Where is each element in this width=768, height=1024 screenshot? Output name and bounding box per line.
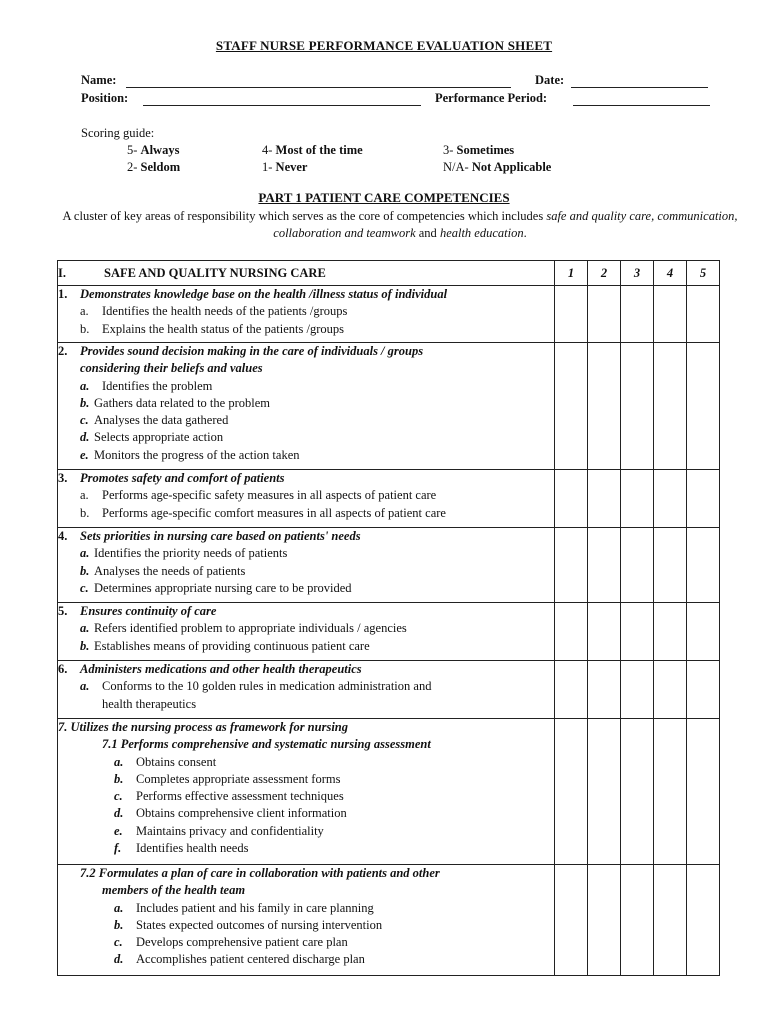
competency-4: 4. Sets priorities in nursing care based on patients' needs a. Identifies the priority needs of patients b. Analyses the needs of patients c. Determines appropriate nursing care to be provided — [58, 528, 555, 603]
score-cell[interactable] — [654, 470, 687, 528]
section-header: I. SAFE AND QUALITY NURSING CARE — [58, 261, 555, 286]
name-field[interactable] — [126, 87, 511, 88]
table-row — [58, 343, 720, 470]
score-na: N/A- Not Applicable — [443, 160, 552, 174]
score-cell[interactable] — [555, 470, 588, 528]
score-header-3: 3 — [621, 261, 654, 286]
score-cell[interactable] — [687, 865, 720, 976]
score-4: 4- Most of the time — [262, 143, 363, 157]
table-row — [58, 528, 720, 603]
competency-7-2: 7.2 Formulates a plan of care in collaboration with patients and other members of the health team a. Includes patient and his family in care planning b. States expected outcomes of nursing intervention c. Develops comprehensive patient care plan d. Accomplishes patient centered discharge plan — [58, 865, 555, 976]
score-cell[interactable] — [555, 661, 588, 719]
competency-3: 3. Promotes safety and comfort of patients a. Performs age-specific safety measures in all aspects of patient care b. Performs age-specific comfort measures in all aspects of patient care — [58, 470, 555, 528]
score-header-5: 5 — [687, 261, 720, 286]
score-cell[interactable] — [621, 865, 654, 976]
score-cell[interactable] — [588, 528, 621, 603]
score-cell[interactable] — [621, 603, 654, 661]
table-row — [58, 865, 720, 976]
score-cell[interactable] — [588, 603, 621, 661]
score-cell[interactable] — [654, 865, 687, 976]
score-header-2: 2 — [588, 261, 621, 286]
score-cell[interactable] — [621, 528, 654, 603]
score-cell[interactable] — [588, 343, 621, 470]
score-cell[interactable] — [687, 661, 720, 719]
score-cell[interactable] — [654, 719, 687, 865]
score-cell[interactable] — [654, 528, 687, 603]
score-cell[interactable] — [588, 286, 621, 343]
table-row — [58, 470, 720, 528]
score-cell[interactable] — [555, 603, 588, 661]
score-3: 3- Sometimes — [443, 143, 515, 157]
score-cell[interactable] — [621, 661, 654, 719]
competency-5: 5. Ensures continuity of care a. Refers identified problem to appropriate individuals / agencies b. Establishes means of providing continuous patient care — [58, 603, 555, 661]
score-cell[interactable] — [555, 343, 588, 470]
score-cell[interactable] — [555, 865, 588, 976]
score-cell[interactable] — [621, 470, 654, 528]
document-title: STAFF NURSE PERFORMANCE EVALUATION SHEET — [215, 38, 553, 53]
evaluation-table — [57, 260, 720, 976]
score-cell[interactable] — [687, 286, 720, 343]
score-cell[interactable] — [654, 603, 687, 661]
score-2: 2- Seldom — [127, 160, 181, 174]
score-1: 1- Never — [262, 160, 308, 174]
score-5: 5- Always — [127, 143, 180, 157]
name-label: Name: — [81, 73, 117, 87]
competency-6: 6. Administers medications and other health therapeutics a. Conforms to the 10 golden rules in medication administration and health therapeutics — [58, 661, 555, 719]
score-cell[interactable] — [588, 470, 621, 528]
score-cell[interactable] — [588, 661, 621, 719]
part-title: PART 1 PATIENT CARE COMPETENCIES — [258, 190, 510, 205]
table-header-row — [58, 261, 720, 286]
score-cell[interactable] — [621, 286, 654, 343]
score-cell[interactable] — [555, 286, 588, 343]
score-cell[interactable] — [588, 865, 621, 976]
score-cell[interactable] — [621, 343, 654, 470]
date-field[interactable] — [571, 87, 708, 88]
score-cell[interactable] — [687, 528, 720, 603]
performance-period-label: Performance Period: — [435, 91, 548, 105]
table-row — [58, 661, 720, 719]
score-cell[interactable] — [654, 343, 687, 470]
performance-period-field[interactable] — [573, 105, 710, 106]
score-cell[interactable] — [654, 661, 687, 719]
table-row — [58, 603, 720, 661]
competency-2: 2. Provides sound decision making in the care of individuals / groups considering their beliefs and values a. Identifies the problem b. Gathers data related to the problem c. Analyses the data gathered d. Selects appropriate action e. Monitors the progress of the action taken — [58, 343, 555, 470]
table-row — [58, 286, 720, 343]
score-cell[interactable] — [555, 719, 588, 865]
score-header-1: 1 — [555, 261, 588, 286]
part-intro: A cluster of key areas of responsibility which serves as the core of competencies which includes safe and quality care, communication, collaboration and teamwork and health education. — [62, 209, 738, 240]
score-cell[interactable] — [687, 343, 720, 470]
competency-7-1: 7. Utilizes the nursing process as framework for nursing 7.1 Performs comprehensive and systematic nursing assessment a. Obtains consent b. Completes appropriate assessment forms c. Performs effective assessment techniques d. Obtains comprehensive client information e. Maintains privacy and confidentiality f. Identifies health needs — [58, 719, 555, 865]
position-label: Position: — [81, 91, 129, 105]
score-cell[interactable] — [687, 470, 720, 528]
score-cell[interactable] — [687, 603, 720, 661]
score-cell[interactable] — [588, 719, 621, 865]
score-cell[interactable] — [555, 528, 588, 603]
score-cell[interactable] — [687, 719, 720, 865]
position-field[interactable] — [143, 105, 421, 106]
date-label: Date: — [535, 73, 565, 87]
competency-1: 1. Demonstrates knowledge base on the health /illness status of individual a. Identifies the health needs of the patients /groups b. Explains the health status of the patients /groups — [58, 286, 555, 343]
score-cell[interactable] — [654, 286, 687, 343]
score-cell[interactable] — [621, 719, 654, 865]
score-header-4: 4 — [654, 261, 687, 286]
table-row — [58, 719, 720, 865]
scoring-guide-label: Scoring guide: — [81, 126, 155, 140]
